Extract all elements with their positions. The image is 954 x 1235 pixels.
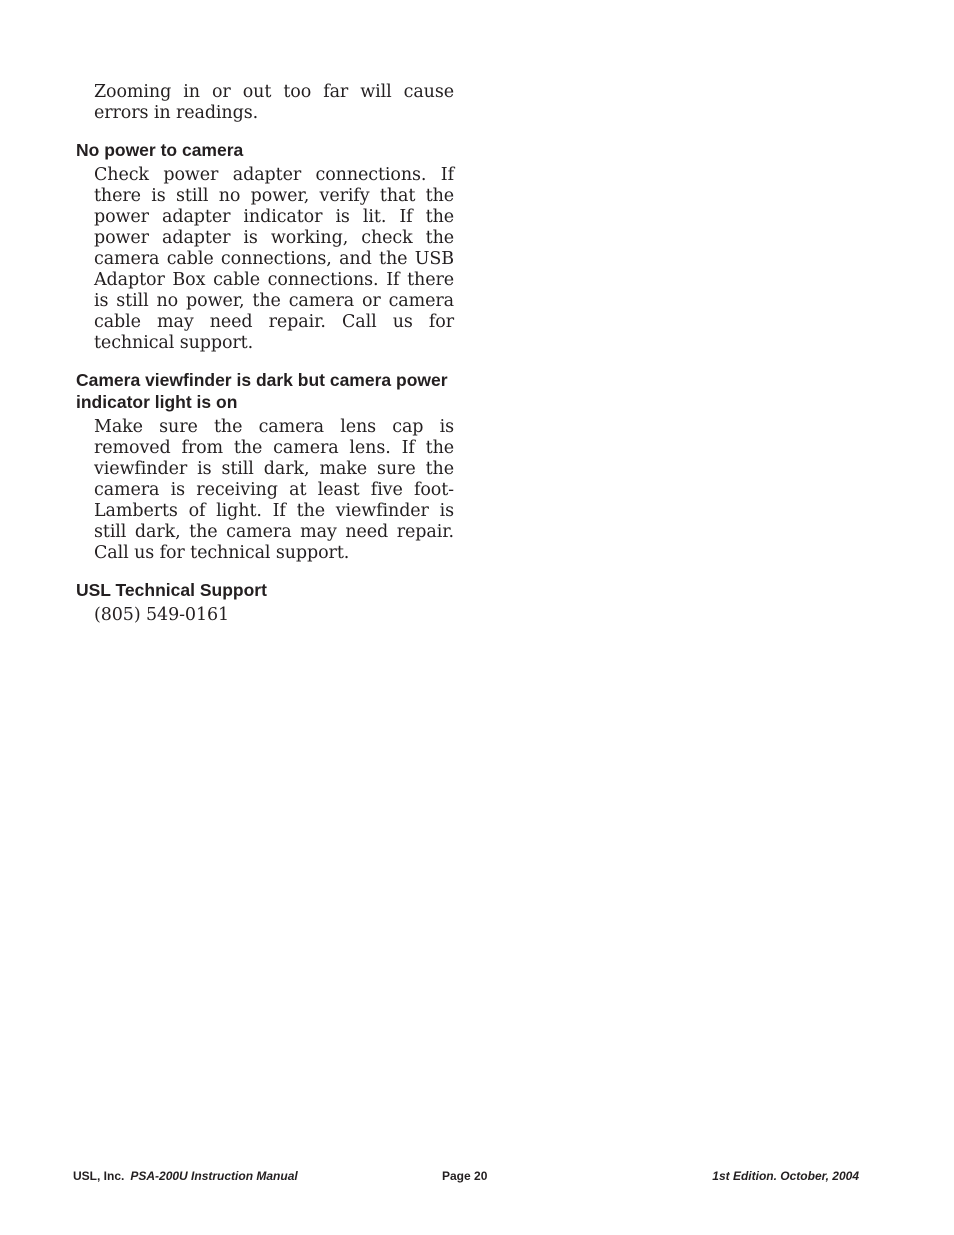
viewfinder-dark-heading: Camera viewfinder is dark but camera power indicator light is on (76, 370, 448, 412)
footer-page-number: Page 20 (442, 1169, 488, 1183)
footer-company: USL, Inc. (73, 1169, 125, 1183)
main-column (76, 82, 454, 626)
page-footer (73, 1168, 859, 1184)
viewfinder-dark-paragraph: Make sure the camera lens cap is removed from the camera lens. If the viewfinder is still dark, make sure the camera is receiving at least five foot-Lamberts of light. If the viewfinder is still dark, the camera may need repair. Call us for technical support. (94, 417, 454, 563)
no-power-paragraph: Check power adapter connections. If there is still no power, verify that the power adapter indicator is lit. If the power adapter is working, check the camera cable connections, and the USB Adaptor Box cable connections. If there is still no power, the camera or camera cable may need repair. Call us for technical support. (94, 165, 454, 353)
no-power-heading: No power to camera (76, 140, 244, 160)
footer-left (73, 1168, 298, 1184)
tech-support-phone: (805) 549-0161 (94, 605, 230, 625)
zoom-warning-paragraph: Zooming in or out too far will cause errors in readings. (94, 82, 454, 123)
tech-support-heading: USL Technical Support (76, 580, 267, 600)
footer-manual-title: PSA-200U Instruction Manual (130, 1169, 298, 1183)
footer-edition: 1st Edition. October, 2004 (712, 1169, 859, 1183)
